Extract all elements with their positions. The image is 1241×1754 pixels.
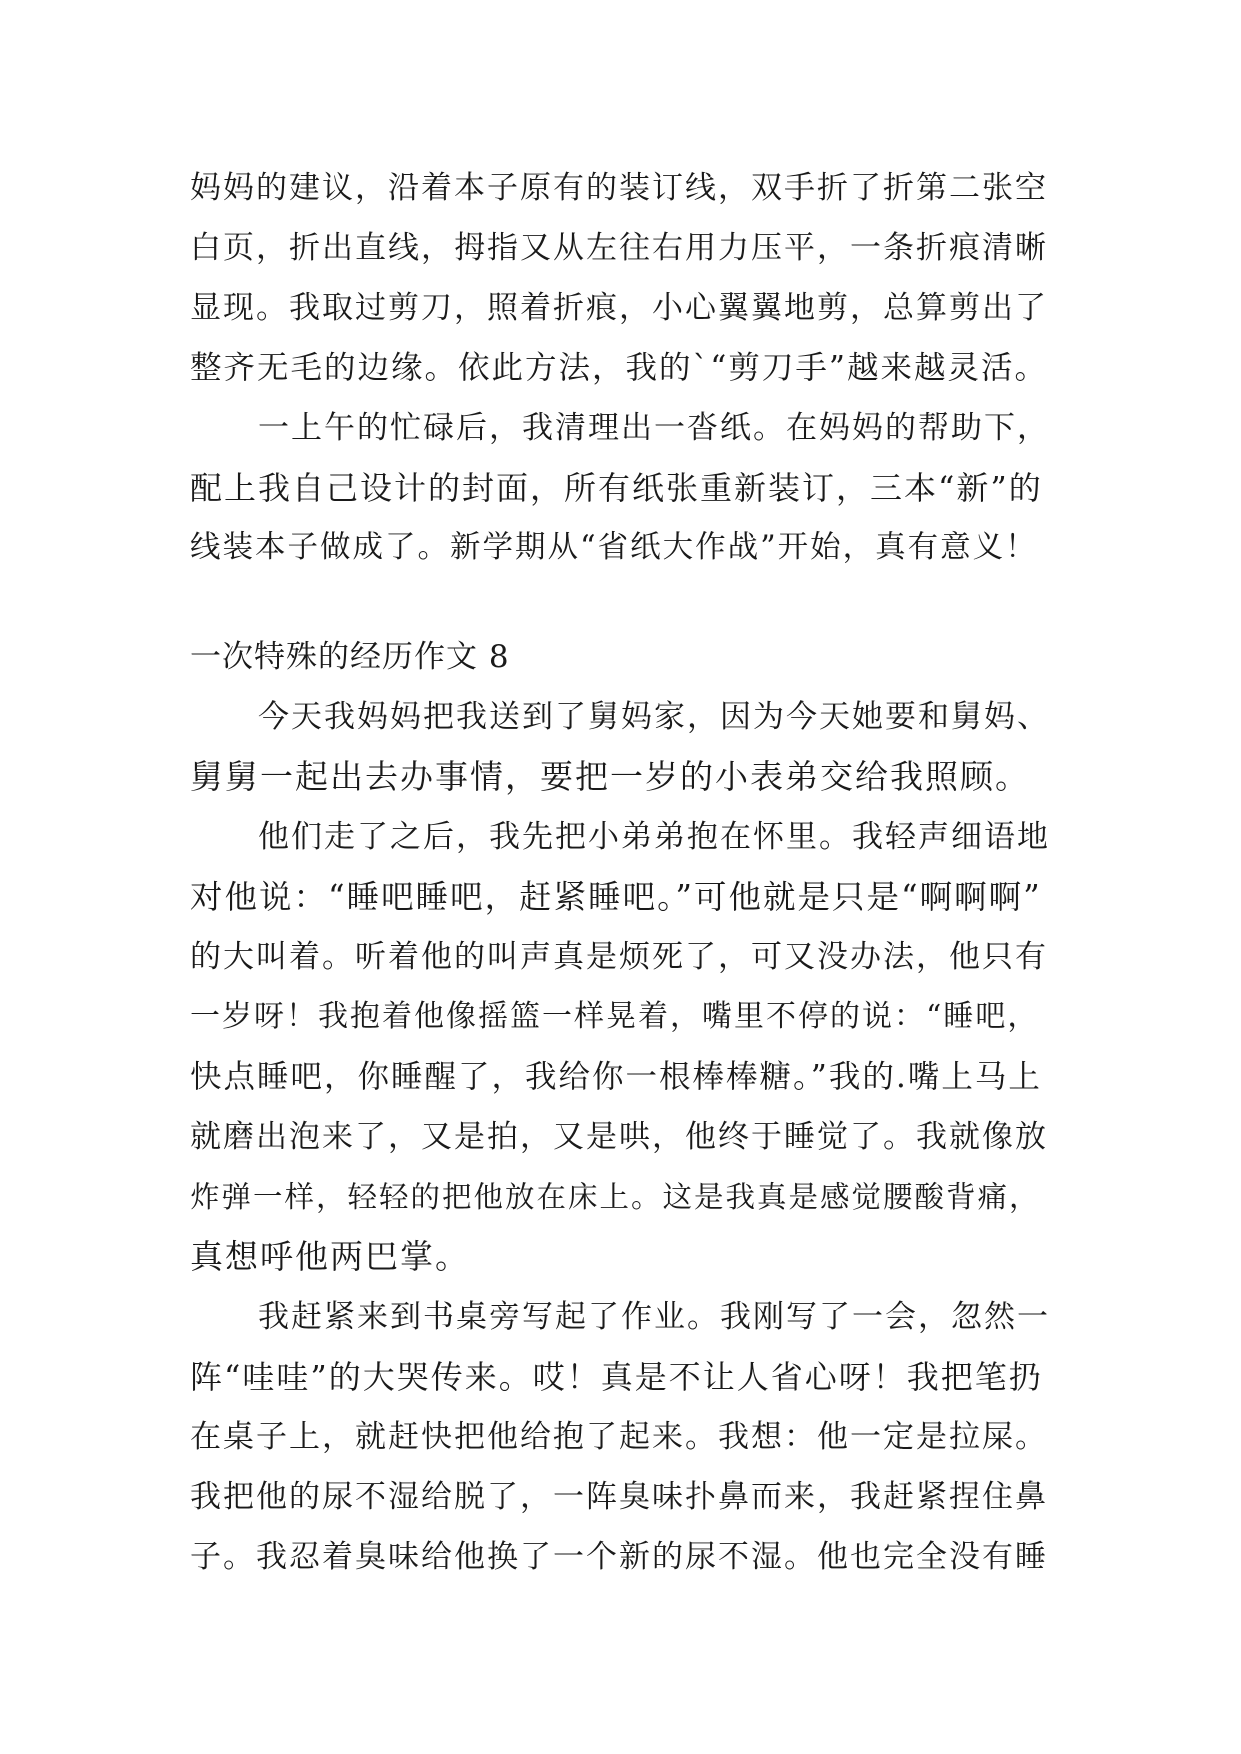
text-line: 妈妈的建议，沿着本子原有的装订线，双手折了折第二张空 bbox=[190, 170, 1048, 206]
text-line: 一岁呀！我抱着他像摇篮一样晃着，嘴里不停的说：“睡吧， bbox=[190, 999, 1040, 1034]
text-line: 配上我自己设计的封面，所有纸张重新装订，三本“新”的 bbox=[190, 469, 1043, 507]
text-line: 整齐无毛的边缘。依此方法，我的`“剪刀手”越来越灵活。 bbox=[190, 350, 1048, 386]
text-line: 今天我妈妈把我送到了舅妈家，因为今天她要和舅妈、 bbox=[258, 699, 1050, 735]
text-line: 就磨出泡来了，又是拍，又是哄，他终于睡觉了。我就像放 bbox=[190, 1119, 1048, 1155]
text-line: 舅舅一起出去办事情，要把一岁的小表弟交给我照顾。 bbox=[190, 757, 1030, 796]
text-line: 在桌子上，就赶快把他给抱了起来。我想：他一定是拉屎。 bbox=[190, 1419, 1048, 1455]
text-line: 的大叫着。听着他的叫声真是烦死了，可又没办法，他只有 bbox=[190, 939, 1048, 975]
text-line: 我把他的尿不湿给脱了，一阵臭味扑鼻而来，我赶紧捏住鼻 bbox=[190, 1479, 1048, 1515]
text-line: 我赶紧来到书桌旁写起了作业。我刚写了一会，忽然一 bbox=[258, 1299, 1050, 1335]
section-title: 一次特殊的经历作文 8 bbox=[190, 639, 510, 675]
text-line: 炸弹一样，轻轻的把他放在床上。这是我真是感觉腰酸背痛， bbox=[190, 1180, 1041, 1214]
text-line: 对他说：“睡吧睡吧，赶紧睡吧。”可他就是只是“啊啊啊” bbox=[190, 878, 1042, 916]
text-line: 白页，折出直线，拇指又从左往右用力压平，一条折痕清晰 bbox=[190, 230, 1048, 266]
text-line: 快点睡吧，你睡醒了，我给你一根棒棒糖。”我的.嘴上马上 bbox=[190, 1059, 1042, 1095]
text-line: 一上午的忙碌后，我清理出一沓纸。在妈妈的帮助下， bbox=[258, 410, 1050, 446]
text-line: 显现。我取过剪刀，照着折痕，小心翼翼地剪，总算剪出了 bbox=[190, 290, 1048, 326]
text-line: 真想呼他两巴掌。 bbox=[190, 1237, 470, 1276]
text-line: 线装本子做成了。新学期从“省纸大作战”开始，真有意义！ bbox=[190, 530, 1038, 565]
text-line: 子。我忍着臭味给他换了一个新的尿不湿。他也完全没有睡 bbox=[190, 1539, 1048, 1575]
text-line: 阵“哇哇”的大哭传来。哎！真是不让人省心呀！我把笔扔 bbox=[190, 1358, 1043, 1396]
text-line: 他们走了之后，我先把小弟弟抱在怀里。我轻声细语地 bbox=[258, 819, 1050, 855]
